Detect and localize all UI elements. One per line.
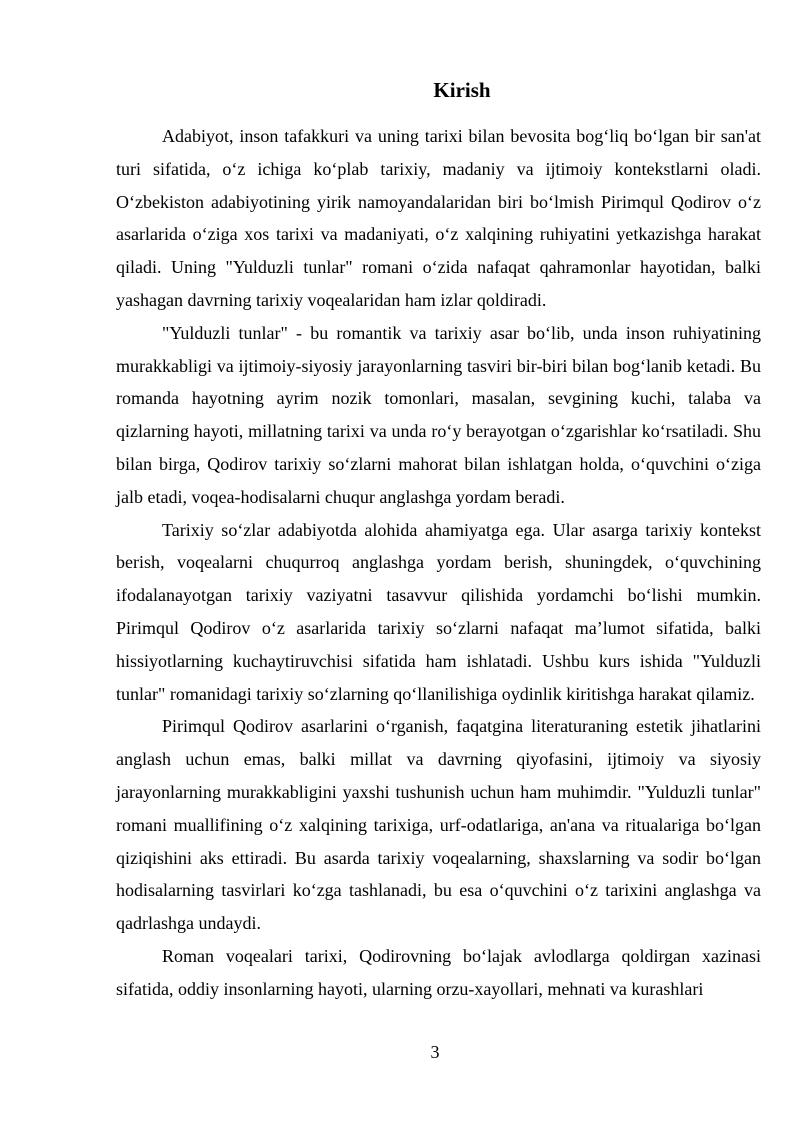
page-title: Kirish bbox=[433, 78, 491, 102]
paragraph: Adabiyot, inson tafakkuri va uning tarixi bilan bevosita bog‘liq bo‘lgan bir san'at turi sifatida, o‘z ichiga ko‘plab tarixiy, madaniy va ijtimoiy kontekstlarni oladi. O‘zbekiston adabiyotining yirik namoyandalaridan biri bo‘lmish Pirimqul Qodirov o‘z asarlarida o‘ziga xos tarixi va madaniyati, o‘z xalqining ruhiyatini yetkazishga harakat qiladi. Uning "Yulduzli tunlar" romani o‘zida nafaqat qahramonlar hayotidan, balki yashagan davrning tarixiy voqealaridan ham izlar qoldiradi. bbox=[116, 126, 761, 310]
paragraph: Tarixiy so‘zlar adabiyotda alohida ahamiyatga ega. Ular asarga tarixiy kontekst berish, voqealarni chuqurroq anglashga yordam berish, shuningdek, o‘quvchining ifodalanayotgan tarixiy vaziyatni tasavvur qilishida yordamchi bo‘lishi mumkin. Pirimqul Qodirov o‘z asarlarida tarixiy so‘zlarni nafaqat ma’lumot sifatida, balki hissiyotlarning kuchaytiruvchisi sifatida ham ishlatadi. Ushbu kurs ishida "Yulduzli tunlar" romanidagi tarixiy so‘zlarning qo‘llanilishiga oydinlik kiritishga harakat qilamiz. bbox=[116, 519, 761, 704]
page-number: 3 bbox=[430, 1042, 440, 1062]
body-text bbox=[116, 120, 761, 1006]
paragraph: Roman voqealari tarixi, Qodirovning bo‘lajak avlodlarga qoldirgan xazinasi sifatida, oddiy insonlarning hayoti, ularning orzu-xayollari, mehnati va kurashlari bbox=[116, 945, 761, 999]
paragraph: "Yulduzli tunlar" - bu romantik va tarixiy asar bo‘lib, unda inson ruhiyatining murakkabligi va ijtimoiy-siyosiy jarayonlarning tasviri bir-biri bilan bog‘lanib ketadi. Bu romanda hayotning ayrim nozik tomonlari, masalan, sevgining kuchi, talaba va qizlarning hayoti, millatning tarixi va unda ro‘y berayotgan o‘zgarishlar ko‘rsatiladi. Shu bilan birga, Qodirov tarixiy so‘zlarni mahorat bilan ishlatgan holda, o‘quvchini o‘ziga jalb etadi, voqea-hodisalarni chuqur anglashga yordam beradi. bbox=[116, 322, 761, 507]
paragraph: Pirimqul Qodirov asarlarini o‘rganish, faqatgina literaturaning estetik jihatlarini anglash uchun emas, balki millat va davrning qiyofasini, ijtimoiy va siyosiy jarayonlarning murakkabligini yaxshi tushunish uchun ham muhimdir. "Yulduzli tunlar" romani muallifining o‘z xalqining tarixiga, urf-odatlariga, an'ana va ritualariga bo‘lgan qiziqishini aks ettiradi. Bu asarda tarixiy voqealarning, shaxslarning va sodir bo‘lgan hodisalarning tasvirlari ko‘zga tashlanadi, bu esa o‘quvchini o‘z tarixini anglashga va qadrlashga undaydi. bbox=[116, 716, 761, 934]
